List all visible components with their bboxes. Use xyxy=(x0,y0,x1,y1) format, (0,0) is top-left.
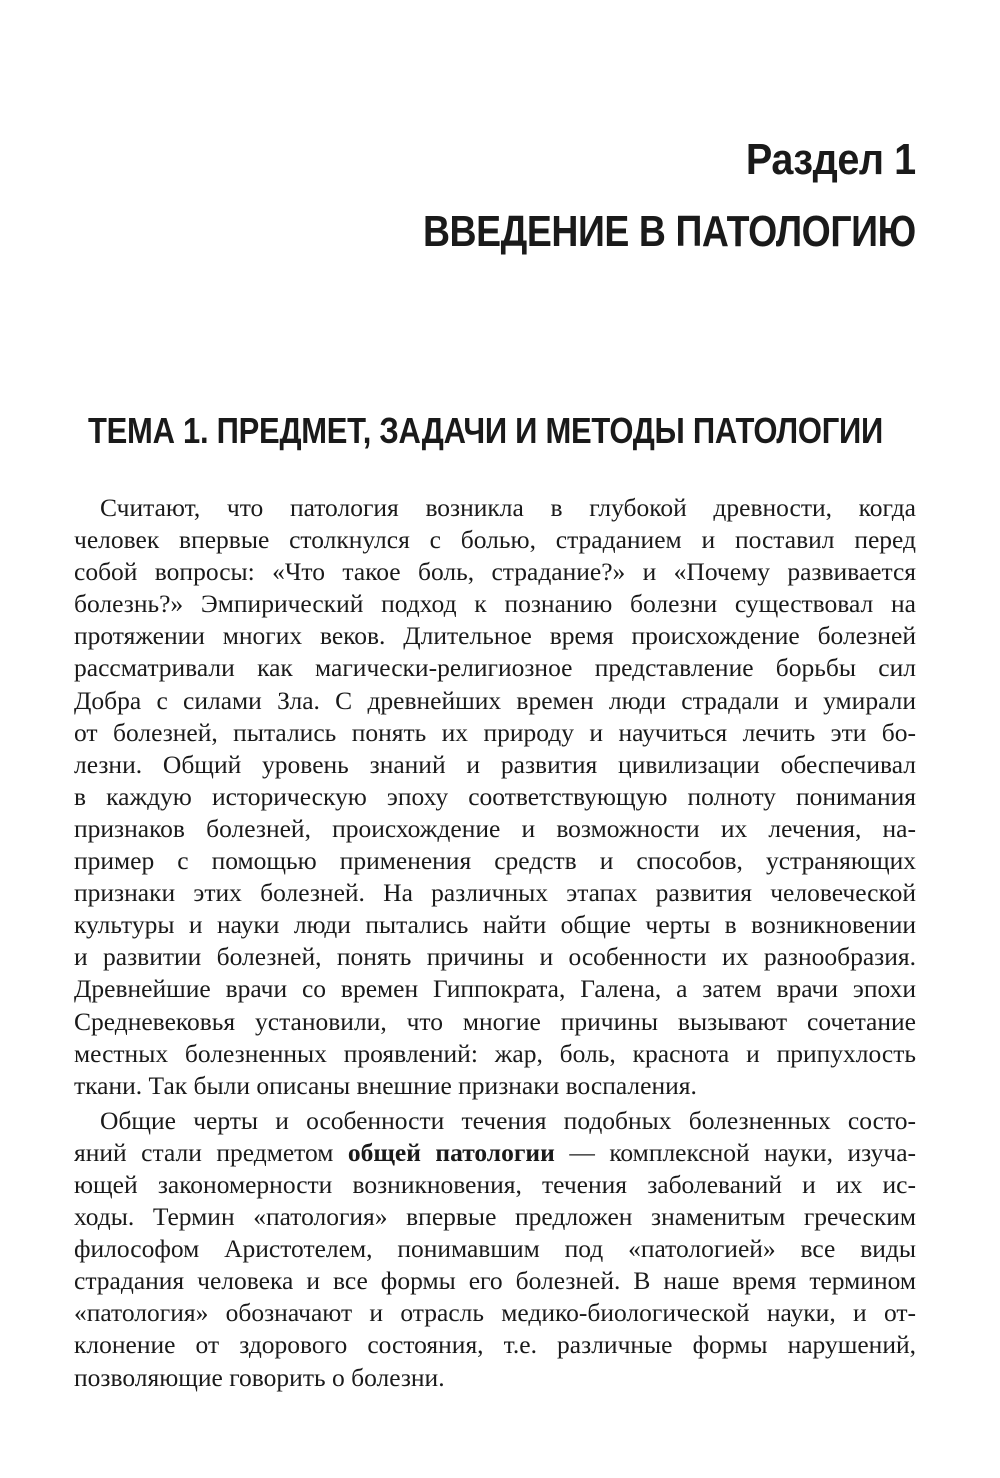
text-line: ходы. Термин «патология» впервые предложен знаменитым греческим xyxy=(74,1202,916,1232)
section-header xyxy=(336,128,916,264)
text-segment: яний стали предметом xyxy=(74,1137,348,1167)
text-line: лезни. Общий уровень знаний и развития цивилизации обеспечивал xyxy=(74,749,916,779)
text-line: ющей закономерности возникновения, течения заболеваний и их ис- xyxy=(74,1169,916,1199)
text-line: философом Аристотелем, понимавшим под «патологией» все виды xyxy=(74,1234,916,1264)
text-line: культуры и науки люди пытались найти общие черты в возникновении xyxy=(74,910,916,940)
text-line: местных болезненных проявлений: жар, боль, краснота и припухлость xyxy=(74,1038,916,1068)
text-line: Древнейшие врачи со времен Гиппократа, Галена, а затем врачи эпохи xyxy=(74,974,916,1004)
topic-title: ТЕМА 1. ПРЕДМЕТ, ЗАДАЧИ И МЕТОДЫ ПАТОЛОГИИ xyxy=(88,410,883,451)
text-line: клонение от здорового состояния, т.е. различные формы нарушений, xyxy=(74,1330,916,1360)
text-line: от болезней, пытались понять их природу и научиться лечить эти бо- xyxy=(74,717,916,747)
text-line: Считают, что патология возникла в глубокой древности, когда xyxy=(100,493,916,522)
text-line-with-term xyxy=(74,1137,916,1169)
text-line: позволяющие говорить о болезни. xyxy=(74,1362,445,1392)
body-text xyxy=(74,492,916,1397)
text-line: страдания человека и все формы его болезней. В наше время термином xyxy=(74,1266,916,1296)
text-line: признаков болезней, происхождение и возможности их лечения, на- xyxy=(74,813,916,843)
text-line: в каждую историческую эпоху соответствующую полноту понимания xyxy=(74,781,916,811)
text-line: пример с помощью применения средств и способов, устраняющих xyxy=(74,846,916,876)
bold-term: общей патологии xyxy=(347,1137,555,1167)
text-line: и развитии болезней, понять причины и особенности их разнообразия. xyxy=(74,942,916,972)
text-segment: — комплексной науки, изуча- xyxy=(554,1137,917,1167)
paragraph-1 xyxy=(74,492,916,1102)
text-line: рассматривали как магически-религиозное представление борьбы сил xyxy=(74,653,916,683)
text-line: собой вопросы: «Что такое боль, страдание?» и «Почему развивается xyxy=(74,557,916,587)
text-line: болезнь?» Эмпирический подход к познанию болезни существовал на xyxy=(74,589,916,619)
text-line: человек впервые столкнулся с болью, страданием и поставил перед xyxy=(74,525,916,555)
section-title: ВВЕДЕНИЕ В ПАТОЛОГИЮ xyxy=(423,207,916,256)
text-line: «патология» обозначают и отрасль медико-биологической науки, и от- xyxy=(74,1298,916,1328)
section-number: Раздел 1 xyxy=(746,135,916,184)
text-line: Средневековья установили, что многие причины вызывают сочетание xyxy=(74,1006,916,1036)
text-line: Добра с силами Зла. С древнейших времен люди страдали и умирали xyxy=(74,685,916,715)
text-line: протяжении многих веков. Длительное время происхождение болезней xyxy=(74,621,916,651)
text-line: ткани. Так были описаны внешние признаки воспаления. xyxy=(74,1070,697,1100)
text-line: признаки этих болезней. На различных этапах развития человеческой xyxy=(74,878,916,908)
text-line: Общие черты и особенности течения подобных болезненных состо- xyxy=(100,1105,916,1135)
paragraph-2 xyxy=(74,1105,916,1394)
